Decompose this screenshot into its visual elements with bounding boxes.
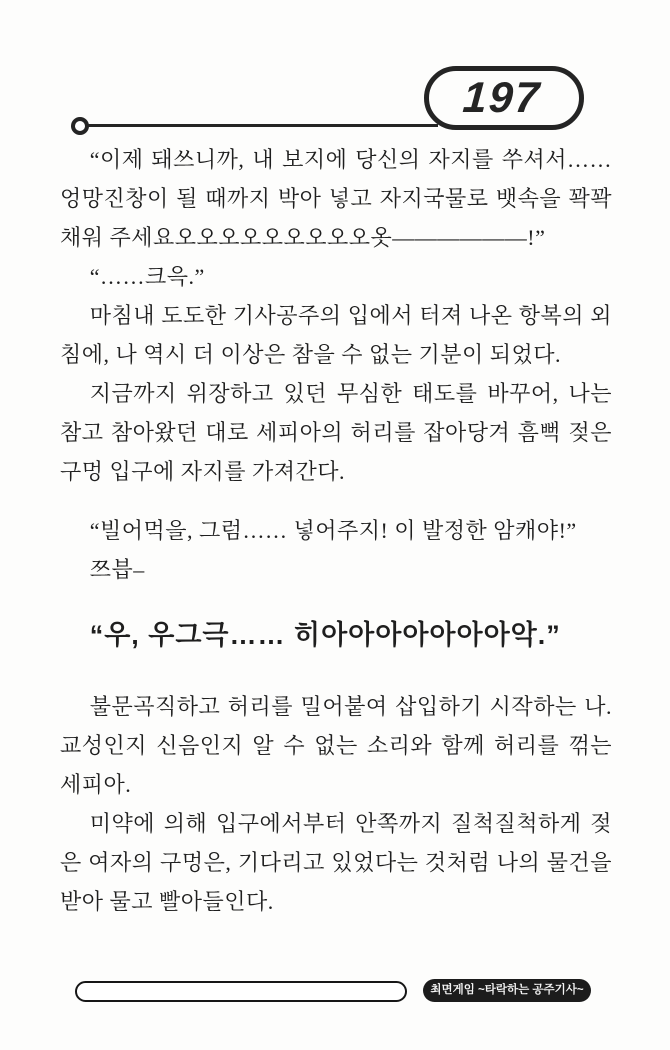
emphasized-dialogue-line: “우, 우그극…… 히아아아아아아아악.” xyxy=(89,620,561,650)
sound-effect-line: 쯔븝– xyxy=(89,557,145,582)
narration-paragraph: 미약에 의해 입구에서부터 안쪽까지 질척질척하게 젖은 여자의 구멍은, 기다리고 있었다는 것처럼 나의 물건을 받아 물고 빨아들인다. xyxy=(60,811,612,914)
narration-paragraph: 불문곡직하고 허리를 밀어붙여 삽입하기 시작하는 나. 교성인지 신음인지 알 수 없는 소리와 함께 허리를 꺾는 세피아. xyxy=(60,694,612,797)
page-number: 197 xyxy=(461,73,543,122)
dialogue-line: “……크윽.” xyxy=(89,264,205,289)
series-title: 최면게임 ~타락하는 공주기사~ xyxy=(430,983,584,996)
dialogue-line: “이제 돼쓰니까, 내 보지에 당신의 자지를 쑤셔서…… 엉망진창이 될 때까지 박아 넣고 자지국물로 뱃속을 꽉꽉 채워 주세요오오오오오오오오오옷——————!” xyxy=(60,147,612,250)
series-title-badge xyxy=(423,979,591,1002)
narration-paragraph: 마침내 도도한 기사공주의 입에서 터져 나온 항복의 외침에, 나 역시 더 이상은 참을 수 없는 기분이 되었다. xyxy=(60,303,612,367)
header-rule-line xyxy=(86,124,438,127)
narration-paragraph: 지금까지 위장하고 있던 무심한 태도를 바꾸어, 나는 참고 참아왔던 대로 세피아의 허리를 잡아당겨 흠뻑 젖은 구멍 입구에 자지를 가져간다. xyxy=(60,381,612,484)
body-text-column xyxy=(60,140,612,921)
page-number-pill xyxy=(424,66,584,130)
footer-decorative-bar xyxy=(75,981,407,1002)
dialogue-line: “빌어먹을, 그럼…… 넣어주지! 이 발정한 암캐야!” xyxy=(89,518,577,543)
